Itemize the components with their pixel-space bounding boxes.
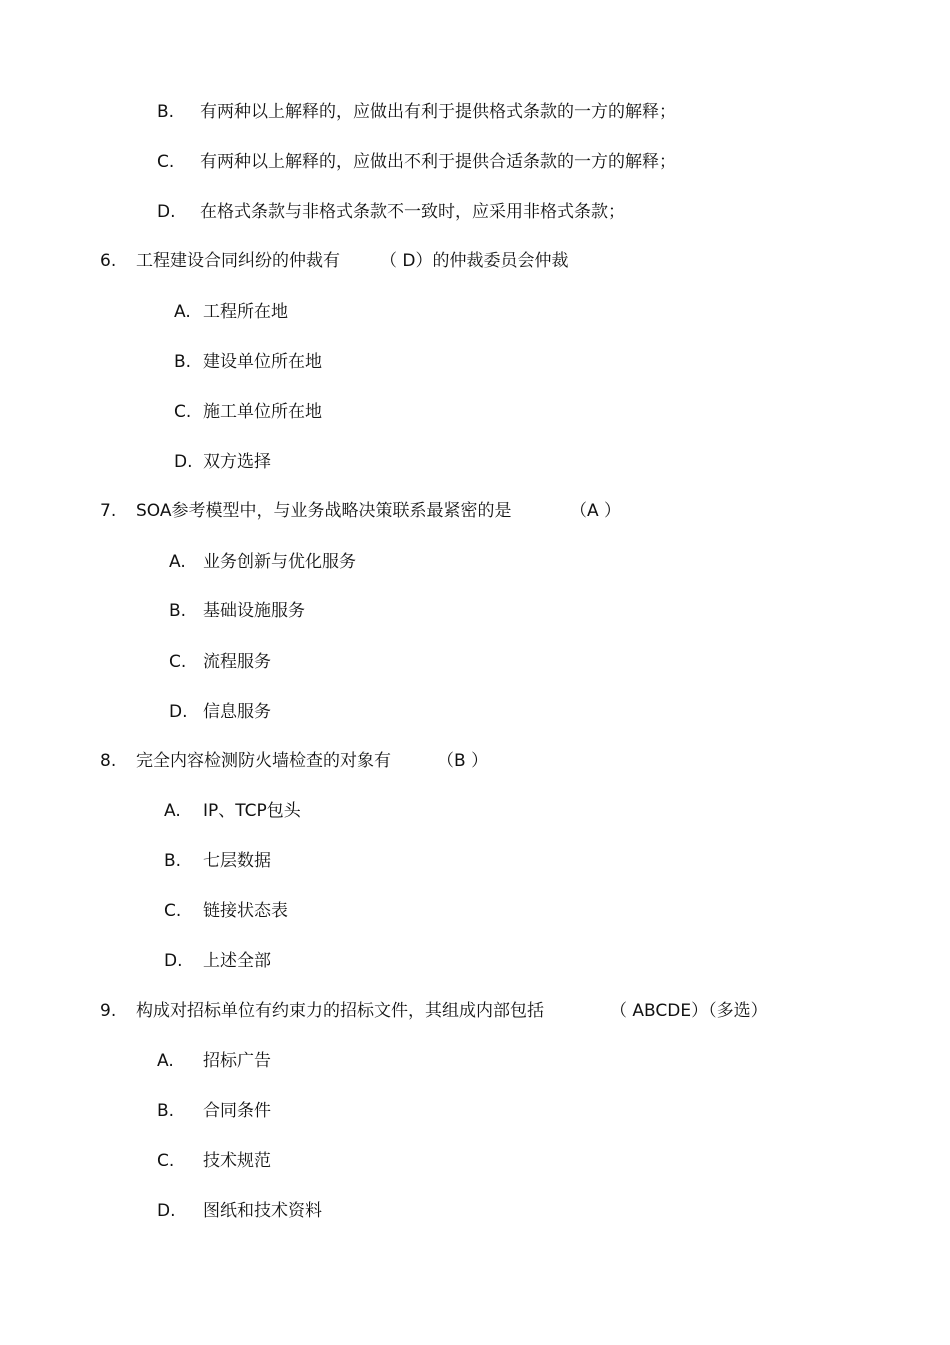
option-text: 双方选择 bbox=[203, 452, 271, 472]
option-label: D. bbox=[157, 202, 176, 222]
option-label: D. bbox=[157, 1201, 176, 1221]
question-number: 6. bbox=[100, 251, 117, 271]
option-text: 链接状态表 bbox=[203, 901, 288, 921]
option-text: 七层数据 bbox=[203, 851, 271, 871]
option-text: 基础设施服务 bbox=[203, 601, 305, 621]
question-answer: （ D）的仲裁委员会仲裁 bbox=[380, 251, 569, 271]
option-text: 上述全部 bbox=[203, 951, 271, 971]
option-text: 在格式条款与非格式条款不一致时，应采用非格式条款； bbox=[200, 202, 625, 222]
question-answer: （A ） bbox=[570, 501, 622, 521]
option-label: A. bbox=[174, 302, 191, 322]
option-text: 施工单位所在地 bbox=[203, 402, 322, 422]
option-label: D. bbox=[169, 702, 188, 722]
option-text: 建设单位所在地 bbox=[203, 352, 322, 372]
question-answer: （B ） bbox=[437, 751, 489, 771]
option-text: 有两种以上解释的，应做出有利于提供格式条款的一方的解释； bbox=[200, 102, 676, 122]
option-text: 技术规范 bbox=[203, 1151, 271, 1171]
option-label: B. bbox=[164, 851, 182, 871]
option-label: C. bbox=[157, 152, 175, 172]
option-label: C. bbox=[164, 901, 182, 921]
option-label: A. bbox=[164, 801, 181, 821]
question-text: 工程建设合同纠纷的仲裁有 bbox=[136, 251, 340, 271]
question-number: 8. bbox=[100, 751, 117, 771]
option-text: 有两种以上解释的，应做出不利于提供合适条款的一方的解释； bbox=[200, 152, 676, 172]
question-number: 9. bbox=[100, 1001, 117, 1021]
question-number: 7. bbox=[100, 501, 117, 521]
option-text: 图纸和技术资料 bbox=[203, 1201, 322, 1221]
question-text: 构成对招标单位有约束力的招标文件，其组成内部包括 bbox=[136, 1001, 544, 1021]
option-text: 信息服务 bbox=[203, 702, 271, 722]
option-text: 工程所在地 bbox=[203, 302, 288, 322]
question-text: 完全内容检测防火墙检查的对象有 bbox=[136, 751, 391, 771]
option-label: A. bbox=[157, 1051, 174, 1071]
option-label: B. bbox=[174, 352, 192, 372]
option-text: 招标广告 bbox=[203, 1051, 271, 1071]
option-label: B. bbox=[157, 1101, 175, 1121]
option-label: D. bbox=[164, 951, 183, 971]
option-text: 合同条件 bbox=[203, 1101, 271, 1121]
option-label: B. bbox=[169, 601, 187, 621]
question-text: SOA参考模型中，与业务战略决策联系最紧密的是 bbox=[136, 501, 512, 521]
option-label: A. bbox=[169, 552, 186, 572]
option-label: C. bbox=[157, 1151, 175, 1171]
question-answer: （ ABCDE）（多选） bbox=[610, 1001, 768, 1021]
option-label: C. bbox=[169, 652, 187, 672]
option-text: 业务创新与优化服务 bbox=[203, 552, 356, 572]
option-label: D. bbox=[174, 452, 193, 472]
option-label: B. bbox=[157, 102, 175, 122]
option-text: 流程服务 bbox=[203, 652, 271, 672]
option-label: C. bbox=[174, 402, 192, 422]
option-text: IP、TCP包头 bbox=[203, 801, 301, 821]
